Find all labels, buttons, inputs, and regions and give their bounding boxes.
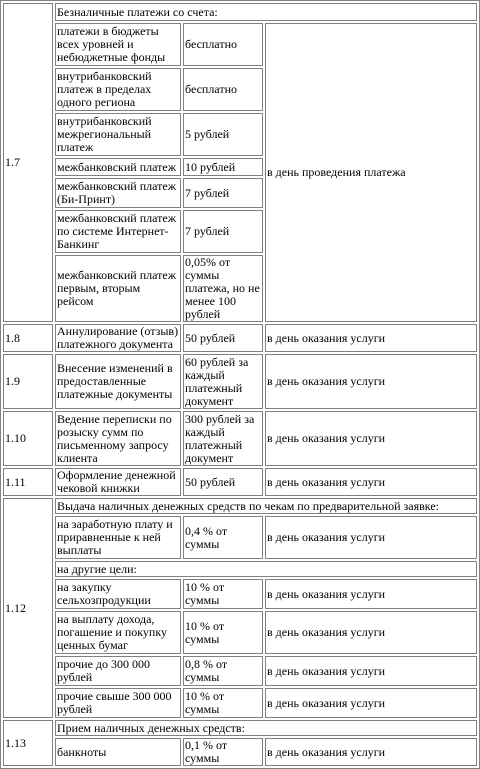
row-number: 1.11: [3, 468, 53, 496]
table-row: [3, 561, 477, 577]
service-term: в день оказания услуги: [265, 611, 477, 654]
service-term: в день оказания услуги: [265, 324, 477, 352]
service-name: на выплату дохода, погашение и покупку ценных бумаг: [55, 611, 181, 654]
service-fee: 5 рублей: [183, 113, 263, 156]
service-name: на заработную плату и приравненные к ней выплаты: [55, 516, 181, 559]
service-name: межбанковский платеж (Би-Принт): [55, 178, 181, 208]
table-row: [3, 354, 477, 409]
section-header: Прием наличных денежных средств:: [55, 720, 477, 736]
service-term: в день оказания услуги: [265, 516, 477, 559]
service-name: межбанковский платеж по системе Интернет-Банкинг: [55, 210, 181, 253]
service-name: Внесение изменений в предоставленные платежные документы: [55, 354, 181, 409]
service-fee: 10 % от суммы: [183, 688, 263, 718]
service-fee: 50 рублей: [183, 468, 263, 496]
service-name: межбанковский платеж: [55, 158, 181, 176]
service-name: на закупку сельхозпродукции: [55, 579, 181, 609]
service-name: банкноты: [55, 738, 181, 766]
service-fee: 50 рублей: [183, 324, 263, 352]
table-row: [3, 656, 477, 686]
service-name: прочие до 300 000 рублей: [55, 656, 181, 686]
service-name: Оформление денежной чековой книжки: [55, 468, 181, 496]
table-row: [3, 411, 477, 466]
table-row: [3, 688, 477, 718]
table-row: [3, 498, 477, 514]
table-row: [3, 3, 477, 21]
service-fee: 60 рублей за каждый платежный документ: [183, 354, 263, 409]
service-fee: бесплатно: [183, 68, 263, 111]
section-header: Выдача наличных денежных средств по чекам по предварительной заявке:: [55, 498, 477, 514]
service-term: в день оказания услуги: [265, 688, 477, 718]
table-row: [3, 468, 477, 496]
row-number: 1.7: [3, 3, 53, 322]
service-term: в день оказания услуги: [265, 579, 477, 609]
service-fee: 0,4 % от суммы: [183, 516, 263, 559]
service-fee: 10 % от суммы: [183, 579, 263, 609]
service-term: в день оказания услуги: [265, 656, 477, 686]
service-name: межбанковский платеж первым, вторым рейсом: [55, 255, 181, 322]
service-name: Аннулирование (отзыв) платежного документа: [55, 324, 181, 352]
table-row: [3, 516, 477, 559]
service-fee: 300 рублей за каждый платежный документ: [183, 411, 263, 466]
table-row: [3, 23, 477, 66]
service-fee: 7 рублей: [183, 178, 263, 208]
table-row: [3, 324, 477, 352]
row-number: 1.8: [3, 324, 53, 352]
service-fee: 10 рублей: [183, 158, 263, 176]
table-row: [3, 579, 477, 609]
table-row: [3, 738, 477, 766]
service-name: прочие свыше 300 000 рублей: [55, 688, 181, 718]
table-row: [3, 720, 477, 736]
service-term: в день оказания услуги: [265, 411, 477, 466]
subsection-header: на другие цели:: [55, 561, 477, 577]
service-fee: 0,05% от суммы платежа, но не менее 100 рублей: [183, 255, 263, 322]
service-term: в день оказания услуги: [265, 468, 477, 496]
service-name: внутрибанковский платеж в пределах одного региона: [55, 68, 181, 111]
service-fee: 10 % от суммы: [183, 611, 263, 654]
service-name: платежи в бюджеты всех уровней и небюджетные фонды: [55, 23, 181, 66]
service-term: в день оказания услуги: [265, 738, 477, 766]
service-fee: 7 рублей: [183, 210, 263, 253]
service-name: внутрибанковский межрегиональный платеж: [55, 113, 181, 156]
service-fee: 0,1 % от суммы: [183, 738, 263, 766]
row-number: 1.13: [3, 720, 53, 766]
service-name: Ведение переписки по розыску сумм по письменному запросу клиента: [55, 411, 181, 466]
service-fee: 0,8 % от суммы: [183, 656, 263, 686]
row-number: 1.10: [3, 411, 53, 466]
service-fee: бесплатно: [183, 23, 263, 66]
row-number: 1.9: [3, 354, 53, 409]
service-term: в день проведения платежа: [265, 23, 477, 322]
section-header: Безналичные платежи со счета:: [55, 3, 477, 21]
table-row: [3, 611, 477, 654]
service-term: в день оказания услуги: [265, 354, 477, 409]
row-number: 1.12: [3, 498, 53, 718]
